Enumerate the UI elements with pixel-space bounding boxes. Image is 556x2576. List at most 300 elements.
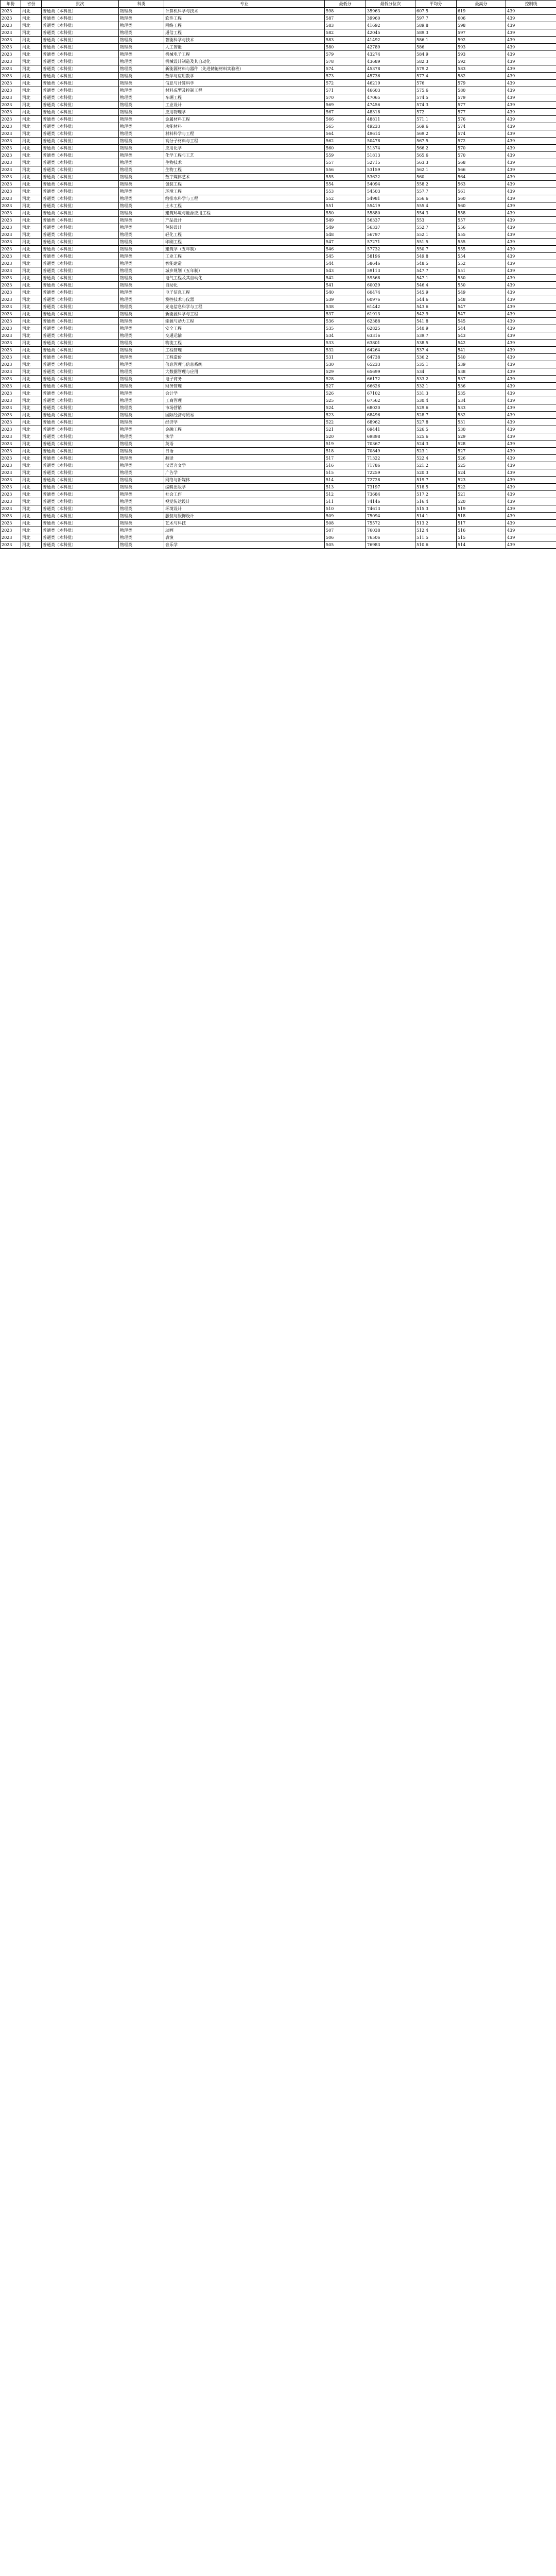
table-row [1,267,556,275]
table-row [1,311,556,318]
table-row [1,130,556,138]
table-cell: 信息管理与信息系统 [164,361,325,368]
table-cell: 551 [325,202,366,210]
table-cell: 582 [325,29,366,37]
table-cell: 普通类（本科批） [42,340,119,347]
table-row [1,282,556,289]
table-cell: 519 [325,440,366,448]
table-cell: 物理类 [119,419,164,426]
table-cell: 64738 [366,354,415,361]
table-cell: 564 [325,130,366,138]
table-cell: 526.5 [415,426,457,433]
table-cell: 物理类 [119,44,164,51]
table-cell: 74613 [366,505,415,513]
table-cell: 507 [325,527,366,534]
table-cell: 522 [325,419,366,426]
table-cell: 579 [457,94,506,101]
header-cell: 平均分 [415,1,457,8]
table-cell: 513.2 [415,520,457,527]
table-cell: 439 [506,231,556,239]
table-cell: 52715 [366,159,415,166]
table-cell: 物理类 [119,174,164,181]
table-cell: 583 [325,22,366,29]
table-cell: 物理类 [119,275,164,282]
table-cell: 555.4 [415,202,457,210]
table-row [1,231,556,239]
table-cell: 网络与新媒体 [164,477,325,484]
table-cell: 2023 [1,296,21,303]
table-cell: 工程造价 [164,354,325,361]
table-cell: 515.3 [415,505,457,513]
table-cell: 普通类（本科批） [42,412,119,419]
table-cell: 河北 [21,419,42,426]
table-cell: 574 [457,130,506,138]
table-cell: 2023 [1,109,21,116]
table-cell: 2023 [1,166,21,174]
table-cell: 2023 [1,188,21,195]
table-cell: 439 [506,433,556,440]
table-cell: 河北 [21,260,42,267]
table-cell: 电气工程及其自动化 [164,275,325,282]
table-cell: 514.1 [415,513,457,520]
table-cell: 533 [457,404,506,412]
table-cell: 593 [457,51,506,58]
table-cell: 568 [457,159,506,166]
table-cell: 普通类（本科批） [42,231,119,239]
table-cell: 439 [506,383,556,390]
table-cell: 河北 [21,202,42,210]
table-cell: 570 [457,145,506,152]
table-row [1,29,556,37]
table-cell: 54981 [366,195,415,202]
table-cell: 439 [506,275,556,282]
table-cell: 2023 [1,541,21,549]
table-row [1,152,556,159]
table-cell: 528.7 [415,412,457,419]
table-row [1,138,556,145]
table-cell: 普通类（本科批） [42,239,119,246]
table-cell: 57271 [366,239,415,246]
table-cell: 汉语言文学 [164,462,325,469]
table-cell: 65233 [366,361,415,368]
table-cell: 河北 [21,94,42,101]
table-cell: 75572 [366,520,415,527]
table-cell: 72259 [366,469,415,477]
table-cell: 540 [325,289,366,296]
table-cell: 工商管理 [164,397,325,404]
table-cell: 普通类（本科批） [42,426,119,433]
table-cell: 548.5 [415,260,457,267]
table-cell: 河北 [21,513,42,520]
table-cell: 439 [506,325,556,332]
table-cell: 506 [325,534,366,541]
table-cell: 生物工程 [164,166,325,174]
table-cell: 新能源材料与器件（先进储能材料实验班） [164,65,325,73]
table-cell: 554.3 [415,210,457,217]
table-cell: 普通类（本科批） [42,448,119,455]
table-cell: 2023 [1,87,21,94]
table-cell: 536 [457,383,506,390]
table-row [1,116,556,123]
table-cell: 510.6 [415,541,457,549]
table-cell: 49233 [366,123,415,130]
table-cell: 物理类 [119,188,164,195]
table-cell: 艺术与科技 [164,520,325,527]
table-cell: 河北 [21,87,42,94]
table-cell: 53622 [366,174,415,181]
header-cell: 最高分 [457,1,506,8]
table-cell: 61913 [366,311,415,318]
table-cell: 555 [457,231,506,239]
table-cell: 439 [506,282,556,289]
table-cell: 2023 [1,253,21,260]
table-cell: 包装工程 [164,181,325,188]
table-cell: 571 [325,87,366,94]
table-cell: 559 [325,152,366,159]
table-cell: 524.3 [415,440,457,448]
table-cell: 565 [325,123,366,130]
table-cell: 532.1 [415,383,457,390]
table-cell: 60029 [366,282,415,289]
table-cell: 68962 [366,419,415,426]
table-cell: 530 [457,426,506,433]
table-cell: 560 [325,145,366,152]
table-cell: 河北 [21,152,42,159]
table-cell: 49614 [366,130,415,138]
table-cell: 571.1 [415,116,457,123]
table-cell: 549 [325,217,366,224]
table-cell: 普通类（本科批） [42,282,119,289]
table-cell: 510 [325,505,366,513]
table-cell: 439 [506,426,556,433]
table-cell: 560 [457,195,506,202]
table-row [1,440,556,448]
table-cell: 520.3 [415,469,457,477]
table-cell: 53159 [366,166,415,174]
table-cell: 543 [457,332,506,340]
table-cell: 76038 [366,527,415,534]
table-cell: 526 [457,455,506,462]
table-cell: 包装设计 [164,224,325,231]
table-cell: 物理类 [119,520,164,527]
table-cell: 439 [506,340,556,347]
table-cell: 439 [506,224,556,231]
table-cell: 511.5 [415,534,457,541]
table-cell: 物理类 [119,513,164,520]
table-cell: 物理类 [119,217,164,224]
table-cell: 2023 [1,275,21,282]
table-cell: 建筑学（五年制） [164,246,325,253]
table-cell: 物理类 [119,462,164,469]
table-cell: 工业工程 [164,253,325,260]
table-row [1,15,556,22]
table-cell: 河北 [21,412,42,419]
table-row [1,390,556,397]
table-cell: 物理类 [119,123,164,130]
table-cell: 2023 [1,513,21,520]
table-row [1,224,556,231]
table-cell: 67562 [366,397,415,404]
table-cell: 42045 [366,29,415,37]
table-cell: 439 [506,80,556,87]
table-cell: 河北 [21,44,42,51]
table-cell: 河北 [21,239,42,246]
table-cell: 508 [325,520,366,527]
table-cell: 569.6 [415,123,457,130]
table-cell: 542.9 [415,311,457,318]
table-cell: 普通类（本科批） [42,347,119,354]
table-cell: 527 [457,448,506,455]
table-cell: 2023 [1,484,21,491]
table-cell: 439 [506,318,556,325]
table-cell: 55880 [366,210,415,217]
table-cell: 河北 [21,455,42,462]
table-cell: 河北 [21,404,42,412]
table-cell: 55419 [366,202,415,210]
table-cell: 439 [506,296,556,303]
table-cell: 物理类 [119,440,164,448]
table-cell: 523 [325,412,366,419]
table-cell: 527.8 [415,419,457,426]
table-cell: 普通类（本科批） [42,101,119,109]
table-cell: 河北 [21,145,42,152]
table-cell: 普通类（本科批） [42,138,119,145]
table-cell: 439 [506,195,556,202]
table-cell: 547.1 [415,275,457,282]
table-cell: 社会工作 [164,491,325,498]
table-cell: 557 [457,217,506,224]
table-cell: 功能材料 [164,123,325,130]
table-cell: 574.3 [415,101,457,109]
table-cell: 2023 [1,397,21,404]
table-row [1,246,556,253]
table-row [1,354,556,361]
table-cell: 国际经济与贸易 [164,412,325,419]
table-cell: 580 [325,44,366,51]
table-cell: 46603 [366,87,415,94]
table-cell: 548 [457,296,506,303]
table-cell: 普通类（本科批） [42,303,119,311]
table-cell: 72728 [366,477,415,484]
table-cell: 572 [457,138,506,145]
table-cell: 测控技术与仪器 [164,296,325,303]
table-cell: 物理类 [119,195,164,202]
table-cell: 电子信息工程 [164,289,325,296]
table-cell: 62825 [366,325,415,332]
table-cell: 439 [506,397,556,404]
table-cell: 54503 [366,188,415,195]
table-cell: 533 [325,340,366,347]
table-cell: 智能科学与技术 [164,37,325,44]
table-cell: 439 [506,253,556,260]
table-cell: 环境设计 [164,505,325,513]
table-cell: 物理类 [119,239,164,246]
table-cell: 物理类 [119,101,164,109]
table-cell: 73684 [366,491,415,498]
table-cell: 服装与服饰设计 [164,513,325,520]
table-cell: 普通类（本科批） [42,433,119,440]
table-cell: 普通类（本科批） [42,210,119,217]
table-cell: 数字媒体艺术 [164,174,325,181]
table-cell: 物理类 [119,505,164,513]
table-row [1,202,556,210]
table-cell: 河北 [21,289,42,296]
table-cell: 546 [325,246,366,253]
table-cell: 536.2 [415,354,457,361]
table-cell: 547.7 [415,267,457,275]
table-cell: 2023 [1,462,21,469]
table-cell: 522 [457,484,506,491]
table-cell: 普通类（本科批） [42,145,119,152]
table-cell: 48811 [366,116,415,123]
table-cell: 589.8 [415,22,457,29]
table-cell: 河北 [21,448,42,455]
table-cell: 69898 [366,433,415,440]
table-cell: 音乐学 [164,541,325,549]
table-cell: 512.4 [415,527,457,534]
table-cell: 2023 [1,412,21,419]
table-cell: 物理类 [119,484,164,491]
table-cell: 普通类（本科批） [42,289,119,296]
table-cell: 439 [506,8,556,15]
table-cell: 583 [457,65,506,73]
table-cell: 523.1 [415,448,457,455]
table-row [1,426,556,433]
table-cell: 547 [457,303,506,311]
table-cell: 2023 [1,376,21,383]
table-cell: 河北 [21,426,42,433]
table-cell: 586 [415,44,457,51]
table-cell: 69441 [366,426,415,433]
table-cell: 516.4 [415,498,457,505]
table-cell: 554 [325,181,366,188]
table-cell: 547 [457,311,506,318]
table-cell: 普通类（本科批） [42,73,119,80]
table-cell: 物理类 [119,491,164,498]
table-cell: 576 [457,116,506,123]
table-cell: 70367 [366,440,415,448]
table-cell: 2023 [1,130,21,138]
table-cell: 518 [457,513,506,520]
table-cell: 表演 [164,534,325,541]
table-cell: 514 [325,477,366,484]
table-cell: 73197 [366,484,415,491]
table-cell: 561 [457,188,506,195]
table-cell: 439 [506,65,556,73]
table-cell: 物理类 [119,404,164,412]
table-row [1,195,556,202]
table-cell: 515 [457,534,506,541]
table-cell: 河北 [21,477,42,484]
table-cell: 物理类 [119,116,164,123]
table-cell: 539 [325,296,366,303]
table-cell: 528 [457,440,506,448]
table-cell: 545 [325,253,366,260]
header-row [1,1,556,8]
table-row [1,289,556,296]
table-cell: 2023 [1,195,21,202]
table-cell: 河北 [21,275,42,282]
table-cell: 549.8 [415,253,457,260]
table-row [1,376,556,383]
table-cell: 553 [325,188,366,195]
table-cell: 物理类 [119,159,164,166]
table-cell: 577 [457,101,506,109]
table-cell: 2023 [1,37,21,44]
table-cell: 河北 [21,210,42,217]
table-cell: 印刷工程 [164,239,325,246]
table-cell: 574 [457,123,506,130]
table-cell: 2023 [1,94,21,101]
header-cell: 最低分位次 [366,1,415,8]
table-cell: 515 [325,469,366,477]
table-cell: 河北 [21,282,42,289]
table-cell: 物理类 [119,130,164,138]
table-cell: 61442 [366,303,415,311]
table-cell: 2023 [1,152,21,159]
table-cell: 439 [506,246,556,253]
table-cell: 439 [506,58,556,65]
table-cell: 普通类（本科批） [42,80,119,87]
table-cell: 439 [506,347,556,354]
table-cell: 530 [325,361,366,368]
table-cell: 56797 [366,231,415,239]
table-cell: 557.7 [415,188,457,195]
table-cell: 530.4 [415,397,457,404]
table-cell: 普通类（本科批） [42,513,119,520]
table-row [1,448,556,455]
table-cell: 普通类（本科批） [42,419,119,426]
table-cell: 物理类 [119,426,164,433]
table-cell: 562 [325,138,366,145]
table-cell: 英语 [164,440,325,448]
table-cell: 2023 [1,145,21,152]
table-cell: 河北 [21,37,42,44]
table-cell: 生物技术 [164,159,325,166]
table-cell: 普通类（本科批） [42,202,119,210]
table-cell: 普通类（本科批） [42,505,119,513]
table-cell: 542 [325,275,366,282]
table-cell: 编辑出版学 [164,484,325,491]
table-cell: 普通类（本科批） [42,462,119,469]
table-cell: 普通类（本科批） [42,87,119,94]
table-cell: 物理类 [119,296,164,303]
table-cell: 2023 [1,325,21,332]
table-cell: 河北 [21,397,42,404]
table-cell: 普通类（本科批） [42,8,119,15]
table-cell: 河北 [21,65,42,73]
table-cell: 物理类 [119,325,164,332]
table-cell: 597 [457,29,506,37]
table-cell: 2023 [1,311,21,318]
table-cell: 529.6 [415,404,457,412]
table-cell: 河北 [21,58,42,65]
header-cell: 批次 [42,1,119,8]
table-cell: 525.6 [415,433,457,440]
table-cell: 439 [506,109,556,116]
table-row [1,303,556,311]
table-cell: 普通类（本科批） [42,181,119,188]
table-cell: 物理类 [119,253,164,260]
table-cell: 60976 [366,296,415,303]
table-cell: 普通类（本科批） [42,354,119,361]
table-row [1,94,556,101]
table-cell: 550 [325,210,366,217]
table-cell: 河北 [21,520,42,527]
table-cell: 物理类 [119,29,164,37]
table-cell: 439 [506,22,556,29]
table-cell: 48318 [366,109,415,116]
